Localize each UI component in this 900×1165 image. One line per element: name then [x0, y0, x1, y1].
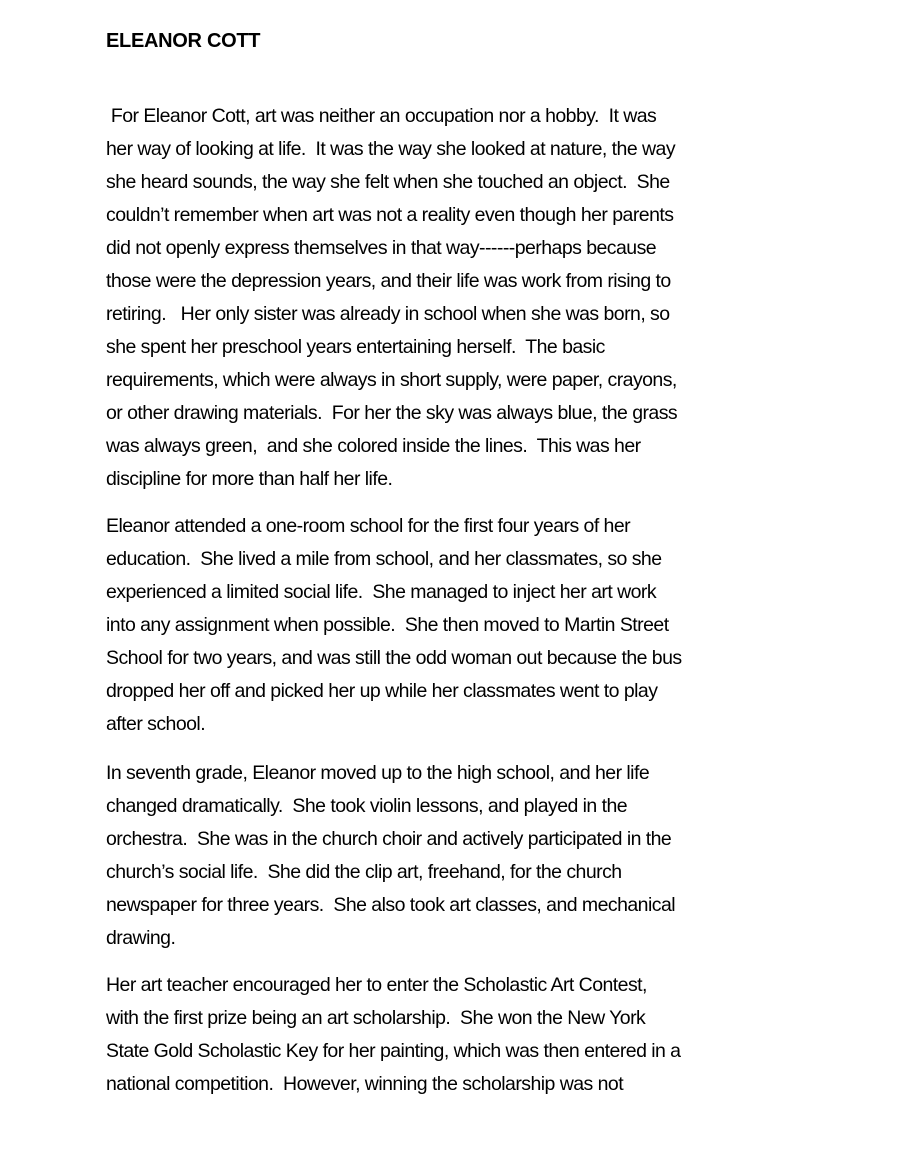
text-line: retiring. Her only sister was already in school when she was born, so [106, 303, 670, 325]
text-line: she spent her preschool years entertaining herself. The basic [106, 336, 605, 358]
text-line: national competition. However, winning the scholarship was not [106, 1073, 624, 1095]
text-line: orchestra. She was in the church choir and actively participated in the [106, 828, 672, 850]
paragraph-scholastic-contest [106, 969, 806, 1101]
text-line: drawing. [106, 927, 176, 949]
text-line: requirements, which were always in short supply, were paper, crayons, [106, 369, 677, 391]
text-line: Her art teacher encouraged her to enter the Scholastic Art Contest, [106, 974, 647, 996]
text-line: Eleanor attended a one-room school for the first four years of her [106, 515, 631, 537]
text-line: couldn’t remember when art was not a reality even though her parents [106, 204, 674, 226]
text-line: education. She lived a mile from school, and her classmates, so she [106, 548, 662, 570]
text-line: church’s social life. She did the clip art, freehand, for the church [106, 861, 622, 883]
text-line: experienced a limited social life. She managed to inject her art work [106, 581, 657, 603]
text-line: was always green, and she colored inside the lines. This was her [106, 435, 641, 457]
text-line: with the first prize being an art scholarship. She won the New York [106, 1007, 646, 1029]
text-line: or other drawing materials. For her the sky was always blue, the grass [106, 402, 678, 424]
text-line: she heard sounds, the way she felt when she touched an object. She [106, 171, 670, 193]
text-line: In seventh grade, Eleanor moved up to the high school, and her life [106, 762, 650, 784]
text-line: School for two years, and was still the odd woman out because the bus [106, 647, 682, 669]
paragraph-high-school [106, 757, 806, 955]
document-title: ELEANOR COTT [106, 30, 261, 52]
text-line: did not openly express themselves in that way------perhaps because [106, 237, 657, 259]
paragraph-early-school [106, 510, 806, 741]
text-line: her way of looking at life. It was the way she looked at nature, the way [106, 138, 676, 160]
paragraph-childhood [106, 100, 806, 496]
text-line: dropped her off and picked her up while her classmates went to play [106, 680, 658, 702]
text-line: after school. [106, 713, 206, 735]
text-line: For Eleanor Cott, art was neither an occupation nor a hobby. It was [106, 105, 657, 127]
text-line: State Gold Scholastic Key for her painting, which was then entered in a [106, 1040, 681, 1062]
text-line: discipline for more than half her life. [106, 468, 393, 490]
text-line: newspaper for three years. She also took art classes, and mechanical [106, 894, 676, 916]
text-line: changed dramatically. She took violin lessons, and played in the [106, 795, 628, 817]
text-line: those were the depression years, and their life was work from rising to [106, 270, 671, 292]
text-line: into any assignment when possible. She then moved to Martin Street [106, 614, 669, 636]
